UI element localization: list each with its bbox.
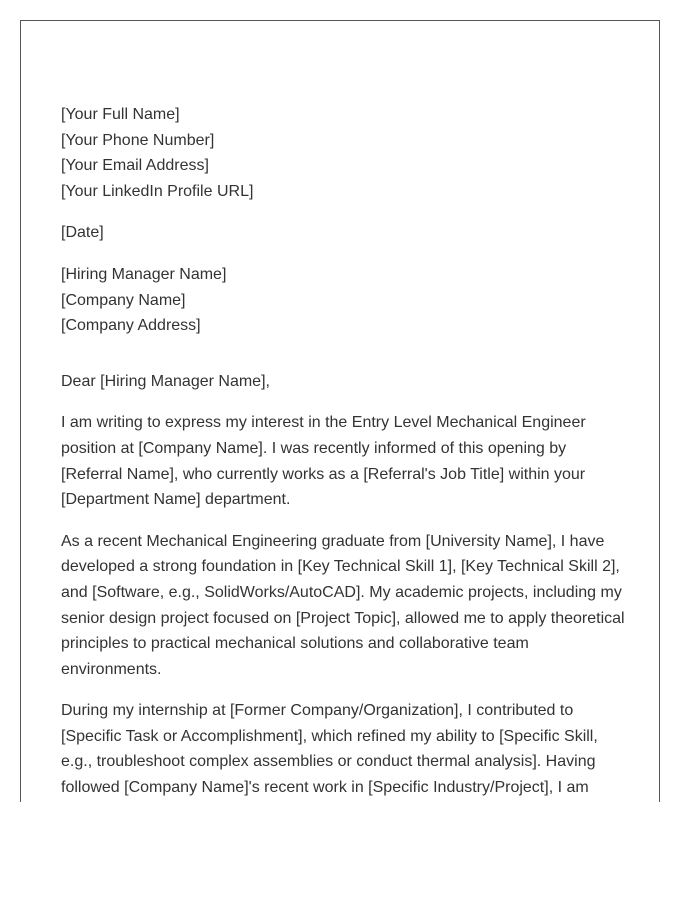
sender-contact-block: [61, 102, 631, 204]
letter-body: [61, 102, 631, 802]
sender-phone: [Your Phone Number]: [61, 131, 215, 149]
salutation: Dear [Hiring Manager Name],: [61, 372, 270, 390]
body-paragraph-3: During my internship at [Former Company/Organization], I contributed to [Specific Task or Accomplishment], which refined my ability to [Specific Skill, e.g., troubleshoot complex assemblies or conduct thermal analysis]. Having followed [Company Name]'s recent work in [Specific Industry/Project], I am: [61, 702, 598, 797]
letter-page: [20, 20, 660, 802]
body-paragraph-2: As a recent Mechanical Engineering graduate from [University Name], I have developed a strong foundation in [Key Technical Skill 1], [Key Technical Skill 2], and [Software, e.g., SolidWorks/AutoCAD]. My academic projects, including my senior design project focused on [Project Topic], allowed me to apply theoretical principles to practical mechanical solutions and collaborative team environments.: [61, 532, 625, 678]
body-paragraph-1: I am writing to express my interest in the Entry Level Mechanical Engineer position at [Company Name]. I was recently informed of this opening by [Referral Name], who currently works as a [Referral's Job Title] within your [Department Name] department.: [61, 414, 586, 509]
recipient-address: [Company Address]: [61, 317, 201, 335]
sender-linkedin: [Your LinkedIn Profile URL]: [61, 182, 254, 200]
sender-email: [Your Email Address]: [61, 157, 209, 175]
recipient-company: [Company Name]: [61, 291, 186, 309]
date-block: [61, 220, 631, 246]
letter-date: [Date]: [61, 224, 104, 242]
recipient-block: [61, 262, 631, 339]
recipient-name: [Hiring Manager Name]: [61, 265, 227, 283]
sender-name: [Your Full Name]: [61, 106, 180, 123]
